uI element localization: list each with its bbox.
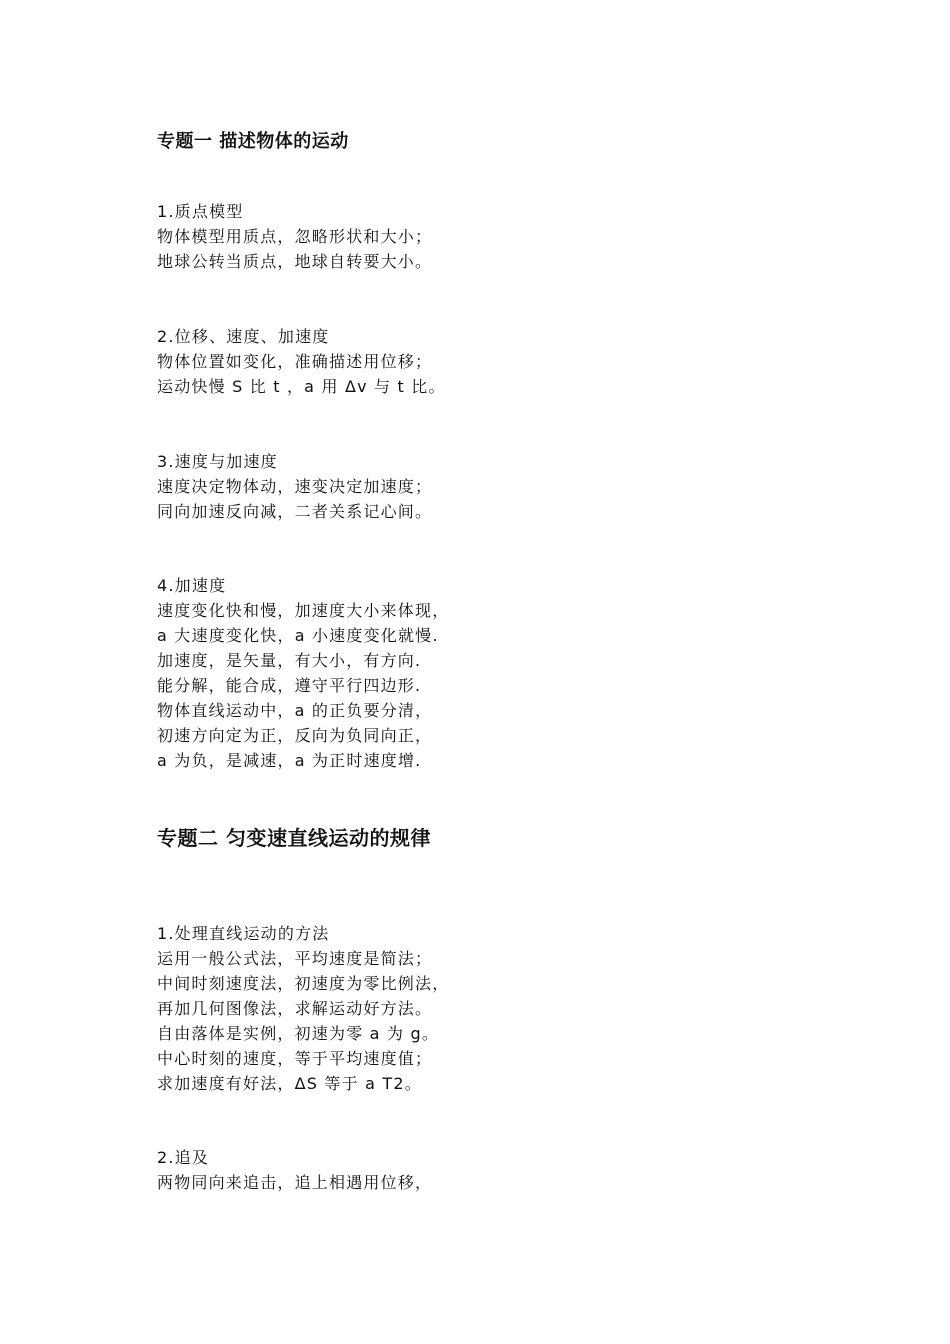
verse-line: a 大速度变化快，a 小速度变化就慢. [157, 626, 439, 645]
verse-line: 中心时刻的速度，等于平均速度值； [157, 1049, 433, 1068]
verse-line: 能分解，能合成，遵守平行四边形. [157, 676, 422, 695]
verse-line: 速度决定物体动，速变决定加速度； [157, 477, 433, 496]
verse-line: a 为负，是减速，a 为正时速度增. [157, 751, 422, 770]
section-heading: 1.处理直线运动的方法 [157, 924, 330, 943]
topic2-title: 专题二 匀变速直线运动的规律 [157, 826, 431, 850]
verse-line: 初速方向定为正，反向为负同向正， [157, 726, 433, 745]
topic2-section-2 [157, 1145, 432, 1195]
topic1-section-2 [157, 324, 446, 399]
verse-line: 物体直线运动中，a 的正负要分清， [157, 701, 433, 720]
section-heading: 1.质点模型 [157, 202, 244, 221]
verse-line: 物体模型用质点，忽略形状和大小； [157, 227, 433, 246]
section-heading: 4.加速度 [157, 576, 227, 595]
verse-line: 运动快慢 S 比 t ，a 用 Δv 与 t 比。 [157, 377, 446, 396]
topic2-section-1 [157, 921, 449, 1096]
verse-line: 再加几何图像法，求解运动好方法。 [157, 999, 433, 1018]
verse-line: 运用一般公式法，平均速度是简法； [157, 949, 433, 968]
topic1-section-4 [157, 573, 449, 773]
verse-line: 地球公转当质点，地球自转要大小。 [157, 252, 433, 271]
verse-line: 同向加速反向减，二者关系记心间。 [157, 502, 433, 521]
verse-line: 求加速度有好法，ΔS 等于 a T2。 [157, 1074, 422, 1093]
topic1-title: 专题一 描述物体的运动 [157, 131, 349, 152]
verse-line: 速度变化快和慢，加速度大小来体现， [157, 601, 450, 620]
topic1-section-1 [157, 199, 432, 274]
verse-line: 中间时刻速度法，初速度为零比例法， [157, 974, 450, 993]
section-heading: 3.速度与加速度 [157, 452, 278, 471]
verse-line: 自由落体是实例，初速为零 a 为 g。 [157, 1024, 440, 1043]
verse-line: 两物同向来追击，追上相遇用位移， [157, 1173, 433, 1192]
section-heading: 2.追及 [157, 1148, 210, 1167]
verse-line: 加速度，是矢量，有大小，有方向. [157, 651, 422, 670]
section-heading: 2.位移、速度、加速度 [157, 327, 330, 346]
verse-line: 物体位置如变化，准确描述用位移； [157, 352, 433, 371]
topic1-section-3 [157, 449, 432, 524]
